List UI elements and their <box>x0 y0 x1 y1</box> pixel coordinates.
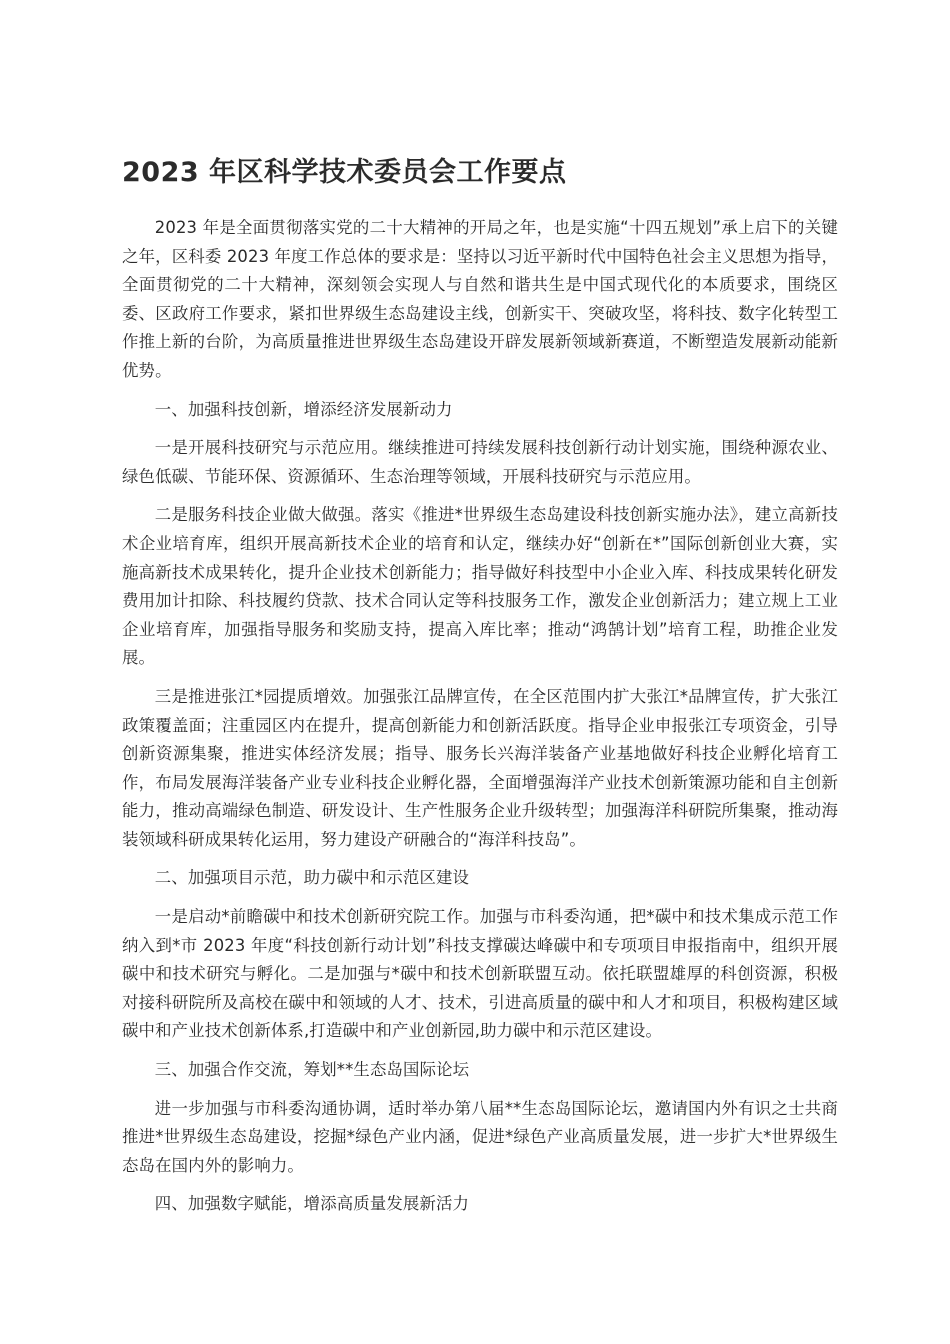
section-2-heading: 二、加强项目示范，助力碳中和示范区建设 <box>154 868 470 888</box>
section-1-paragraph-3: 三是推进张江*园提质增效。加强张江品牌宣传，在全区范围内扩大张江*品牌宣传，扩大张江政策覆盖面；注重园区内在提升，提高创新能力和创新活跃度。指导企业申报张江专项资金，引导创新资源集聚，推进实体经济发展；指导、服务长兴海洋装备产业基地做好科技企业孵化培育工作，布局发展海洋装备产业专业科技企业孵化器，全面增强海洋产业技术创新策源功能和自主创新能力，推动高端绿色制造、研发设计、生产性服务企业升级转型；加强海洋科研院所集聚，推动海装领域科研成果转化运用，努力建设产研融合的“海洋科技岛”。 <box>122 686 838 849</box>
document-title: 2023 年区科学技术委员会工作要点 <box>122 157 567 188</box>
intro-paragraph: 2023 年是全面贯彻落实党的二十大精神的开局之年，也是实施“十四五规划”承上启下的关键之年，区科委 2023 年度工作总体的要求是：坚持以习近平新时代中国特色社会主义思想为指导，全面贯彻党的二十大精神，深刻领会实现人与自然和谐共生是中国式现代化的本质要求，围绕区委、区政府工作要求，紧扣世界级生态岛建设主线，创新实干、突破攻坚，将科技、数字化转型工作推上新的台阶，为高质量推进世界级生态岛建设开辟发展新领域新赛道，不断塑造发展新动能新优势。 <box>122 218 838 380</box>
document-page <box>122 150 838 1229</box>
section-1-paragraph-2: 二是服务科技企业做大做强。落实《推进*世界级生态岛建设科技创新实施办法》，建立高新技术企业培育库，组织开展高新技术企业的培育和认定，继续办好“创新在*”国际创新创业大赛，实施高新技术成果转化，提升企业技术创新能力；指导做好科技型中小企业入库、科技成果转化研发费用加计扣除、科技履约贷款、技术合同认定等科技服务工作，激发企业创新活力；建立规上工业企业培育库，加强指导服务和奖励支持，提高入库比率；推动“鸿鹄计划”培育工程，助推企业发展。 <box>122 505 838 668</box>
section-1-paragraph-1: 一是开展科技研究与示范应用。继续推进可持续发展科技创新行动计划实施，围绕种源农业、绿色低碳、节能环保、资源循环、生态治理等领域，开展科技研究与示范应用。 <box>122 438 838 486</box>
section-2-paragraph-1: 一是启动*前瞻碳中和技术创新研究院工作。加强与市科委沟通，把*碳中和技术集成示范工作纳入到*市 2023 年度“科技创新行动计划”科技支撑碳达峰碳中和专项项目申报指南中，组织开展碳中和技术研究与孵化。二是加强与*碳中和技术创新联盟互动。依托联盟雄厚的科创资源，积极对接科研院所及高校在碳中和领域的人才、技术，引进高质量的碳中和人才和项目，积极构建区域碳中和产业技术创新体系,打造碳中和产业创新园,助力碳中和示范区建设。 <box>122 907 838 1041</box>
section-3-heading: 三、加强合作交流，筹划**生态岛国际论坛 <box>154 1060 470 1080</box>
section-1-heading: 一、加强科技创新，增添经济发展新动力 <box>154 399 453 419</box>
section-4-heading: 四、加强数字赋能，增添高质量发展新活力 <box>154 1194 470 1214</box>
section-3-paragraph-1: 进一步加强与市科委沟通协调，适时举办第八届**生态岛国际论坛，邀请国内外有识之士共商推进*世界级生态岛建设，挖掘*绿色产业内涵，促进*绿色产业高质量发展，进一步扩大*世界级生态岛在国内外的影响力。 <box>122 1098 838 1175</box>
